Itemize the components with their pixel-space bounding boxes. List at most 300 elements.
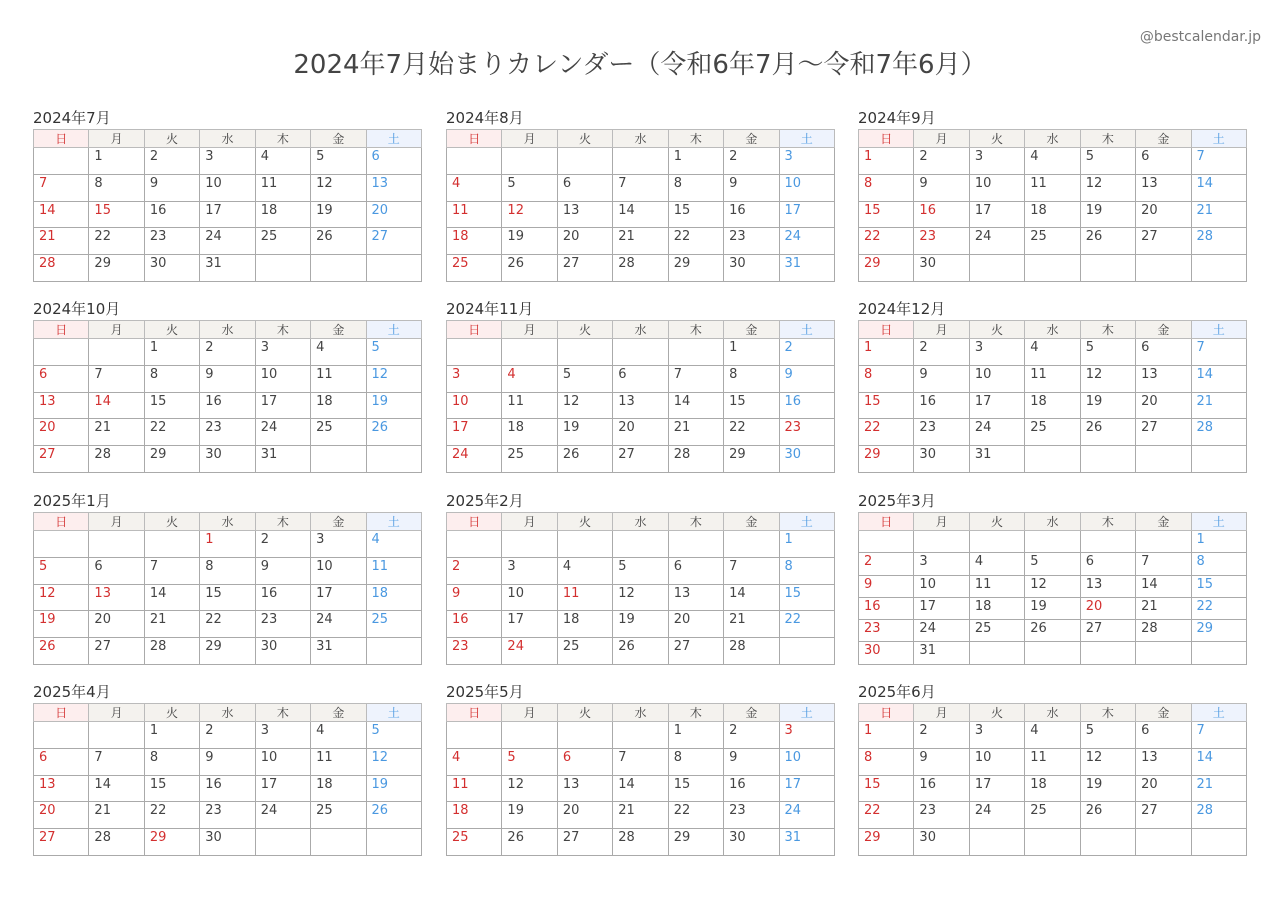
weekday-header: 金 <box>311 321 366 339</box>
week-row <box>447 584 835 611</box>
weekday-header: 火 <box>144 130 199 148</box>
day-cell: 24 <box>969 228 1024 255</box>
day-cell: 16 <box>200 775 255 802</box>
day-cell: 14 <box>1136 575 1191 597</box>
weekday-header: 水 <box>200 130 255 148</box>
day-cell: 15 <box>724 392 779 419</box>
day-cell: 13 <box>613 392 668 419</box>
day-cell: 24 <box>969 419 1024 446</box>
day-cell: 22 <box>144 419 199 446</box>
day-cell: 3 <box>969 148 1024 175</box>
day-cell: 4 <box>1025 722 1080 749</box>
day-cell: 27 <box>1136 228 1191 255</box>
day-cell: 31 <box>914 642 969 664</box>
day-cell: 13 <box>89 584 144 611</box>
empty-cell <box>1136 642 1191 664</box>
day-cell: 13 <box>1136 748 1191 775</box>
week-row <box>34 829 422 856</box>
weekday-header: 日 <box>34 321 89 339</box>
day-cell: 7 <box>144 557 199 584</box>
empty-cell <box>311 255 366 282</box>
week-row <box>859 597 1247 619</box>
month-calendar <box>446 681 835 856</box>
empty-cell <box>557 531 612 558</box>
empty-cell <box>34 722 89 749</box>
day-cell: 7 <box>1136 553 1191 575</box>
empty-cell <box>613 722 668 749</box>
weekday-header: 水 <box>200 704 255 722</box>
weekday-header: 日 <box>447 321 502 339</box>
week-row <box>34 365 422 392</box>
day-cell: 20 <box>1080 597 1135 619</box>
empty-cell <box>34 531 89 558</box>
day-cell: 22 <box>779 611 834 638</box>
day-cell: 28 <box>613 829 668 856</box>
day-cell: 18 <box>255 201 310 228</box>
day-cell: 20 <box>668 611 723 638</box>
month-calendar <box>858 107 1247 282</box>
day-cell: 11 <box>311 748 366 775</box>
day-cell: 19 <box>366 392 421 419</box>
day-cell: 30 <box>724 255 779 282</box>
day-cell: 25 <box>969 620 1024 642</box>
day-cell: 1 <box>668 148 723 175</box>
day-cell: 3 <box>779 148 834 175</box>
day-cell: 5 <box>502 174 557 201</box>
day-cell: 23 <box>447 638 502 665</box>
day-cell: 26 <box>1080 802 1135 829</box>
day-cell: 28 <box>144 638 199 665</box>
day-cell: 9 <box>724 174 779 201</box>
empty-cell <box>34 339 89 366</box>
day-cell: 3 <box>779 722 834 749</box>
day-cell: 29 <box>144 446 199 473</box>
day-cell: 20 <box>1136 775 1191 802</box>
day-cell: 4 <box>447 174 502 201</box>
day-cell: 27 <box>34 829 89 856</box>
day-cell: 4 <box>447 748 502 775</box>
month-calendar <box>858 298 1247 473</box>
week-row <box>34 148 422 175</box>
empty-cell <box>969 255 1024 282</box>
day-cell: 3 <box>311 531 366 558</box>
day-cell: 22 <box>859 228 914 255</box>
weekday-header: 水 <box>200 321 255 339</box>
empty-cell <box>1080 642 1135 664</box>
weekday-header: 木 <box>1080 130 1135 148</box>
day-cell: 3 <box>447 365 502 392</box>
day-cell: 23 <box>724 228 779 255</box>
day-cell: 10 <box>255 748 310 775</box>
empty-cell <box>1025 829 1080 856</box>
empty-cell <box>1191 642 1246 664</box>
day-cell: 7 <box>89 748 144 775</box>
day-cell: 27 <box>34 446 89 473</box>
day-cell: 6 <box>34 365 89 392</box>
day-cell: 8 <box>200 557 255 584</box>
day-cell: 7 <box>1191 339 1246 366</box>
day-cell: 30 <box>200 829 255 856</box>
day-cell: 6 <box>366 148 421 175</box>
weekday-header: 木 <box>668 321 723 339</box>
day-cell: 17 <box>447 419 502 446</box>
day-cell: 24 <box>914 620 969 642</box>
empty-cell <box>1080 829 1135 856</box>
day-cell: 27 <box>89 638 144 665</box>
day-cell: 27 <box>668 638 723 665</box>
day-cell: 10 <box>969 748 1024 775</box>
day-cell: 17 <box>969 775 1024 802</box>
weekday-header: 金 <box>724 704 779 722</box>
day-cell: 25 <box>447 829 502 856</box>
day-cell: 18 <box>1025 201 1080 228</box>
empty-cell <box>89 531 144 558</box>
week-row <box>859 228 1247 255</box>
day-cell: 5 <box>366 722 421 749</box>
day-cell: 12 <box>502 201 557 228</box>
day-cell: 3 <box>255 339 310 366</box>
day-cell: 8 <box>724 365 779 392</box>
day-cell: 27 <box>1136 802 1191 829</box>
day-cell: 1 <box>668 722 723 749</box>
empty-cell <box>255 255 310 282</box>
day-cell: 16 <box>914 392 969 419</box>
day-cell: 11 <box>557 584 612 611</box>
weekday-header: 月 <box>914 513 969 531</box>
day-cell: 31 <box>969 446 1024 473</box>
day-cell: 29 <box>200 638 255 665</box>
day-cell: 22 <box>200 611 255 638</box>
day-cell: 6 <box>34 748 89 775</box>
day-cell: 4 <box>969 553 1024 575</box>
weekday-header: 月 <box>89 321 144 339</box>
day-cell: 23 <box>914 419 969 446</box>
empty-cell <box>969 531 1024 553</box>
weekday-header: 日 <box>34 513 89 531</box>
day-cell: 14 <box>668 392 723 419</box>
day-cell: 24 <box>969 802 1024 829</box>
weekday-header: 火 <box>144 704 199 722</box>
day-cell: 28 <box>89 829 144 856</box>
week-row <box>859 339 1247 366</box>
day-cell: 6 <box>613 365 668 392</box>
day-cell: 9 <box>779 365 834 392</box>
day-cell: 20 <box>613 419 668 446</box>
day-cell: 10 <box>200 174 255 201</box>
weekday-header: 土 <box>1191 513 1246 531</box>
day-cell: 12 <box>1080 174 1135 201</box>
day-cell: 30 <box>144 255 199 282</box>
day-cell: 23 <box>914 802 969 829</box>
weekday-header: 月 <box>914 321 969 339</box>
day-cell: 16 <box>724 201 779 228</box>
weekday-header: 水 <box>1025 513 1080 531</box>
day-cell: 28 <box>89 446 144 473</box>
month-title: 2025年6月 <box>858 683 936 701</box>
day-cell: 27 <box>366 228 421 255</box>
day-cell: 29 <box>1191 620 1246 642</box>
month-calendar <box>858 681 1247 856</box>
day-cell: 20 <box>1136 201 1191 228</box>
weekday-header: 土 <box>779 321 834 339</box>
week-row <box>859 575 1247 597</box>
day-cell: 14 <box>1191 365 1246 392</box>
day-cell: 30 <box>914 446 969 473</box>
month-calendar <box>33 490 422 665</box>
month-calendar <box>33 681 422 856</box>
day-cell: 25 <box>557 638 612 665</box>
empty-cell <box>1025 446 1080 473</box>
weekday-header: 日 <box>859 704 914 722</box>
day-cell: 24 <box>200 228 255 255</box>
empty-cell <box>969 829 1024 856</box>
day-cell: 20 <box>557 228 612 255</box>
day-cell: 15 <box>668 775 723 802</box>
day-cell: 2 <box>724 148 779 175</box>
day-cell: 25 <box>311 802 366 829</box>
week-row <box>447 748 835 775</box>
day-cell: 16 <box>200 392 255 419</box>
day-cell: 5 <box>366 339 421 366</box>
weekday-header: 土 <box>1191 321 1246 339</box>
day-cell: 8 <box>668 174 723 201</box>
weekday-header: 土 <box>779 513 834 531</box>
week-row <box>34 419 422 446</box>
weekday-header: 土 <box>779 130 834 148</box>
day-cell: 23 <box>914 228 969 255</box>
week-row <box>859 419 1247 446</box>
empty-cell <box>1080 531 1135 553</box>
day-cell: 15 <box>859 201 914 228</box>
day-cell: 9 <box>255 557 310 584</box>
day-cell: 25 <box>1025 802 1080 829</box>
day-cell: 6 <box>1136 148 1191 175</box>
empty-cell <box>1080 255 1135 282</box>
empty-cell <box>502 722 557 749</box>
week-row <box>34 174 422 201</box>
day-cell: 30 <box>914 829 969 856</box>
weekday-header: 月 <box>502 704 557 722</box>
day-cell: 4 <box>255 148 310 175</box>
weekday-header: 水 <box>1025 704 1080 722</box>
day-cell: 21 <box>1191 392 1246 419</box>
day-cell: 11 <box>366 557 421 584</box>
empty-cell <box>366 446 421 473</box>
day-cell: 12 <box>502 775 557 802</box>
weekday-header: 水 <box>613 513 668 531</box>
week-row <box>859 392 1247 419</box>
day-cell: 24 <box>502 638 557 665</box>
day-cell: 21 <box>34 228 89 255</box>
day-cell: 14 <box>724 584 779 611</box>
day-cell: 17 <box>914 597 969 619</box>
day-cell: 2 <box>859 553 914 575</box>
week-row <box>859 255 1247 282</box>
week-row <box>34 638 422 665</box>
month-calendar <box>446 298 835 473</box>
day-cell: 11 <box>447 201 502 228</box>
day-cell: 3 <box>502 557 557 584</box>
day-cell: 13 <box>1136 174 1191 201</box>
day-cell: 5 <box>34 557 89 584</box>
weekday-header: 日 <box>34 130 89 148</box>
day-cell: 1 <box>200 531 255 558</box>
day-cell: 29 <box>89 255 144 282</box>
weekday-header: 土 <box>366 321 421 339</box>
day-cell: 4 <box>557 557 612 584</box>
day-cell: 29 <box>859 446 914 473</box>
day-cell: 19 <box>1080 775 1135 802</box>
week-row <box>859 642 1247 664</box>
day-cell: 18 <box>311 775 366 802</box>
day-cell: 1 <box>1191 531 1246 553</box>
day-cell: 9 <box>447 584 502 611</box>
day-cell: 2 <box>914 722 969 749</box>
weekday-header: 木 <box>668 130 723 148</box>
day-cell: 9 <box>200 365 255 392</box>
day-cell: 5 <box>502 748 557 775</box>
day-cell: 21 <box>724 611 779 638</box>
month-title: 2024年10月 <box>33 300 121 318</box>
week-row <box>34 557 422 584</box>
weekday-header: 木 <box>255 704 310 722</box>
day-cell: 24 <box>255 419 310 446</box>
day-cell: 17 <box>779 775 834 802</box>
week-row <box>859 553 1247 575</box>
day-cell: 22 <box>859 419 914 446</box>
empty-cell <box>1136 531 1191 553</box>
day-cell: 5 <box>1080 722 1135 749</box>
day-cell: 23 <box>200 802 255 829</box>
day-cell: 17 <box>200 201 255 228</box>
day-cell: 8 <box>779 557 834 584</box>
day-cell: 14 <box>34 201 89 228</box>
day-cell: 25 <box>255 228 310 255</box>
weekday-header: 月 <box>914 130 969 148</box>
day-cell: 25 <box>366 611 421 638</box>
day-cell: 3 <box>969 339 1024 366</box>
day-cell: 27 <box>557 255 612 282</box>
week-row <box>34 201 422 228</box>
day-cell: 7 <box>89 365 144 392</box>
day-cell: 16 <box>724 775 779 802</box>
day-cell: 5 <box>311 148 366 175</box>
day-cell: 22 <box>1191 597 1246 619</box>
day-cell: 5 <box>1080 339 1135 366</box>
weekday-header: 月 <box>89 130 144 148</box>
day-cell: 15 <box>89 201 144 228</box>
day-cell: 12 <box>1080 365 1135 392</box>
day-cell: 13 <box>366 174 421 201</box>
week-row <box>859 148 1247 175</box>
day-cell: 6 <box>1136 722 1191 749</box>
day-cell: 27 <box>613 446 668 473</box>
day-cell: 19 <box>613 611 668 638</box>
day-cell: 7 <box>34 174 89 201</box>
day-cell: 27 <box>1136 419 1191 446</box>
day-cell: 24 <box>255 802 310 829</box>
month-calendar <box>33 107 422 282</box>
week-row <box>34 531 422 558</box>
day-cell: 6 <box>557 174 612 201</box>
day-cell: 13 <box>668 584 723 611</box>
empty-cell <box>1025 642 1080 664</box>
site-credit: @bestcalendar.jp <box>1139 29 1261 45</box>
day-cell: 25 <box>502 446 557 473</box>
week-row <box>447 174 835 201</box>
day-cell: 19 <box>557 419 612 446</box>
day-cell: 11 <box>311 365 366 392</box>
day-cell: 7 <box>724 557 779 584</box>
empty-cell <box>34 148 89 175</box>
weekday-header: 木 <box>255 513 310 531</box>
day-cell: 4 <box>1025 148 1080 175</box>
day-cell: 11 <box>969 575 1024 597</box>
day-cell: 9 <box>724 748 779 775</box>
empty-cell <box>502 148 557 175</box>
day-cell: 14 <box>1191 174 1246 201</box>
week-row <box>34 446 422 473</box>
day-cell: 11 <box>1025 174 1080 201</box>
day-cell: 23 <box>200 419 255 446</box>
empty-cell <box>1191 829 1246 856</box>
day-cell: 14 <box>1191 748 1246 775</box>
day-cell: 24 <box>779 228 834 255</box>
day-cell: 23 <box>779 419 834 446</box>
day-cell: 6 <box>668 557 723 584</box>
day-cell: 21 <box>613 228 668 255</box>
day-cell: 23 <box>859 620 914 642</box>
weekday-header: 水 <box>613 130 668 148</box>
week-row <box>859 531 1247 553</box>
day-cell: 19 <box>1080 201 1135 228</box>
weekday-header: 火 <box>557 130 612 148</box>
day-cell: 20 <box>557 802 612 829</box>
week-row <box>34 722 422 749</box>
day-cell: 29 <box>859 255 914 282</box>
week-row <box>34 802 422 829</box>
week-row <box>859 802 1247 829</box>
day-cell: 21 <box>1191 775 1246 802</box>
day-cell: 30 <box>200 446 255 473</box>
week-row <box>859 365 1247 392</box>
day-cell: 4 <box>1025 339 1080 366</box>
week-row <box>447 419 835 446</box>
empty-cell <box>1025 255 1080 282</box>
week-row <box>34 339 422 366</box>
empty-cell <box>613 148 668 175</box>
weekday-header: 土 <box>366 130 421 148</box>
day-cell: 18 <box>1025 392 1080 419</box>
day-cell: 7 <box>1191 722 1246 749</box>
day-cell: 11 <box>1025 748 1080 775</box>
empty-cell <box>144 531 199 558</box>
empty-cell <box>311 829 366 856</box>
day-cell: 12 <box>1025 575 1080 597</box>
day-cell: 12 <box>366 365 421 392</box>
week-row <box>859 446 1247 473</box>
empty-cell <box>613 531 668 558</box>
weekday-header: 木 <box>255 321 310 339</box>
day-cell: 4 <box>311 339 366 366</box>
day-cell: 26 <box>557 446 612 473</box>
day-cell: 28 <box>1191 419 1246 446</box>
empty-cell <box>366 255 421 282</box>
day-cell: 2 <box>447 557 502 584</box>
day-cell: 26 <box>502 255 557 282</box>
weekday-header: 金 <box>724 513 779 531</box>
day-cell: 1 <box>859 339 914 366</box>
